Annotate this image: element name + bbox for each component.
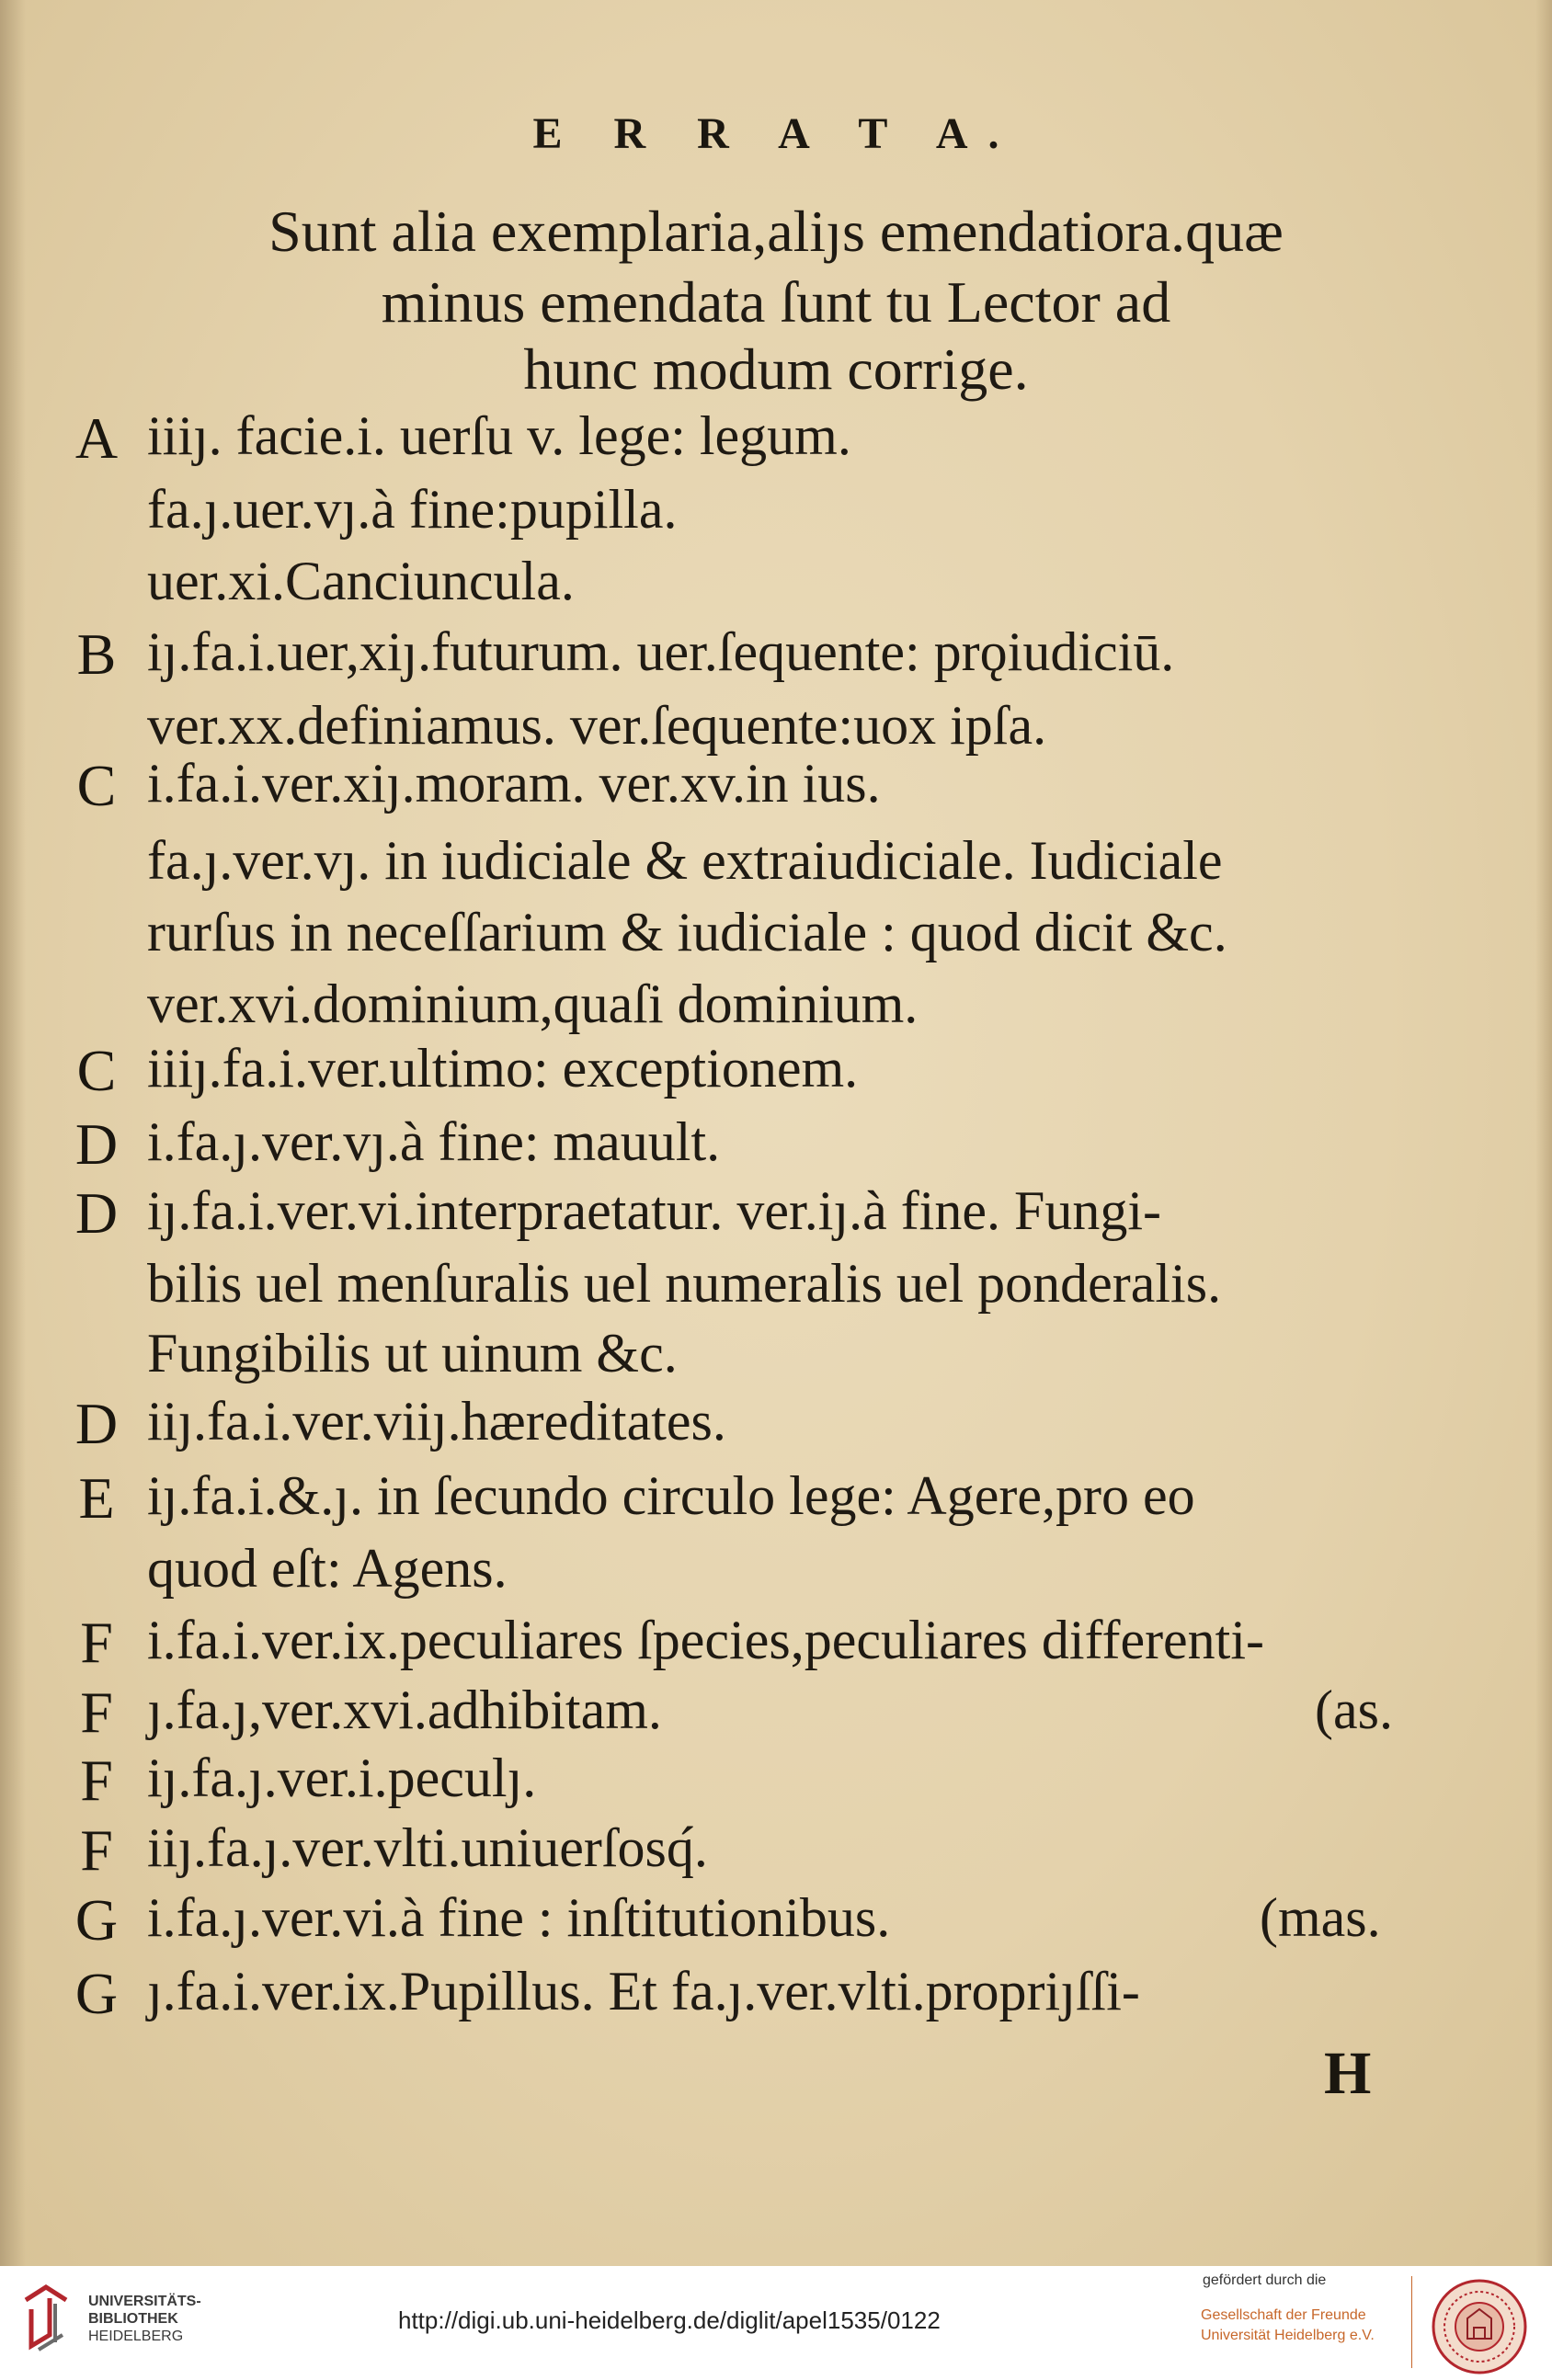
intro-line-2: minus emendata ſunt tu Lector ad (381, 269, 1171, 335)
library-logo-icon[interactable] (18, 2282, 77, 2355)
section-letter: D (74, 1180, 119, 1246)
errata-line: fa.ȷ.ver.vȷ. in iudiciale & extraiudiciale. Iudiciale (147, 830, 1223, 891)
section-letter: A (74, 405, 119, 471)
errata-line: iiȷ.fa.ȷ.ver.vlti.uniuerſosq́. (147, 1817, 708, 1878)
section-letter: F (80, 1610, 113, 1675)
section-letter: D (74, 1391, 119, 1456)
catchword: H (1324, 2040, 1372, 2107)
library-name-line-2: BIBLIOTHEK (88, 2311, 178, 2327)
section-letter: G (74, 1887, 119, 1953)
university-seal-icon (1431, 2278, 1528, 2375)
errata-line: quod eſt: Agens. (147, 1538, 508, 1599)
section-letter: C (76, 753, 117, 818)
library-name-line-3: HEIDELBERG (88, 2329, 184, 2344)
errata-line: ver.xx.definiamus. ver.ſequente:uox ipſa. (147, 695, 1047, 756)
turnover-mas: (mas. (1260, 1887, 1381, 1948)
errata-line: Fungibilis ut uinum &c. (147, 1323, 678, 1384)
sponsor-intro: gefördert durch die (1203, 2272, 1327, 2288)
errata-line: bilis uel menſuralis uel numeralis uel ponderalis. (147, 1253, 1222, 1314)
errata-line: iiiȷ. facie.i. uerſu v. lege: legum. (147, 405, 851, 466)
sponsor-line-2: Universität Heidelberg e.V. (1201, 2328, 1375, 2343)
errata-line: iȷ.fa.i.uer,xiȷ.futurum. uer.ſequente: prǫiudiciū. (147, 621, 1175, 682)
errata-line: i.fa.i.ver.xiȷ.moram. ver.xv.in ius. (147, 753, 881, 814)
errata-line: ȷ.fa.ȷ,ver.xvi.adhibitam. (147, 1680, 662, 1740)
section-letter: E (78, 1465, 115, 1531)
section-letter: B (76, 621, 117, 687)
errata-line: fa.ȷ.uer.vȷ.à fine:pupilla. (147, 479, 678, 540)
section-letter: F (80, 1680, 113, 1745)
section-letter: D (74, 1111, 119, 1177)
errata-line: ȷ.fa.i.ver.ix.Pupillus. Et fa.ȷ.ver.vlti.propriȷſſi- (147, 1961, 1140, 2021)
errata-line: i.fa.ȷ.ver.vi.à fine : inſtitutionibus. (147, 1887, 891, 1948)
section-letter: C (76, 1038, 117, 1103)
errata-line: iȷ.fa.i.&.ȷ. in ſecundo circulo lege: Agere,pro eo (147, 1465, 1195, 1526)
intro-line-3: hunc modum corrige. (523, 336, 1029, 402)
section-letter: F (80, 1817, 113, 1883)
turnover-as: (as. (1315, 1680, 1393, 1740)
permalink-url[interactable]: http://digi.ub.uni-heidelberg.de/diglit/apel1535/0122 (398, 2306, 941, 2334)
errata-line: iiiȷ.fa.i.ver.ultimo: exceptionem. (147, 1038, 859, 1099)
errata-line: ver.xvi.dominium,quaſi dominium. (147, 974, 919, 1034)
section-letter: F (80, 1748, 113, 1813)
errata-line: rurſus in neceſſarium & iudiciale : quod dicit &c. (147, 902, 1227, 962)
errata-line: uer.xi.Canciuncula. (147, 551, 575, 611)
sponsor-name[interactable] (1201, 2306, 1375, 2346)
library-name[interactable] (88, 2293, 201, 2345)
errata-line: iȷ.fa.ȷ.ver.i.peculȷ. (147, 1748, 537, 1808)
sponsor-line-1: Gesellschaft der Freunde (1201, 2307, 1366, 2323)
errata-line: iȷ.fa.i.ver.vi.interpraetatur. ver.iȷ.à fine. Fungi- (147, 1180, 1161, 1241)
page-heading: E R R A T A. (532, 109, 1020, 158)
errata-line: i.fa.ȷ.ver.vȷ.à fine: mauult. (147, 1111, 721, 1172)
section-letter: G (74, 1961, 119, 2026)
errata-line: i.fa.i.ver.ix.peculiares ſpecies,peculiares differenti- (147, 1610, 1264, 1670)
errata-line: iiȷ.fa.i.ver.viiȷ.hæreditates. (147, 1391, 726, 1452)
library-name-line-1: UNIVERSITÄTS- (88, 2294, 201, 2309)
footer-divider (1411, 2276, 1412, 2368)
intro-line-1: Sunt alia exemplaria,aliȷs emendatiora.quæ (268, 199, 1284, 264)
